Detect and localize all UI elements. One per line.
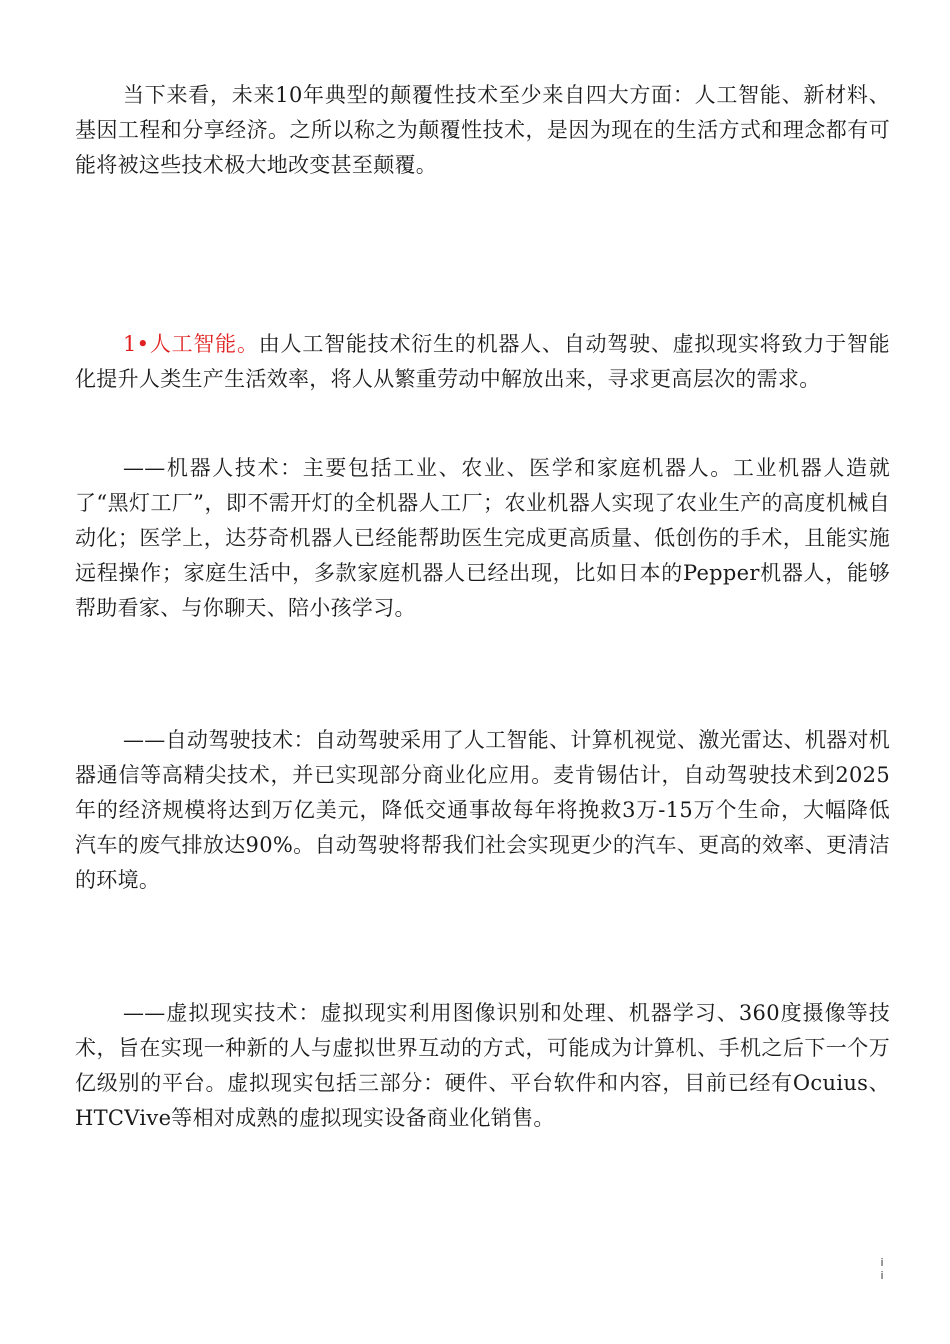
ai-section-text: 由人工智能技术衍生的机器人、自动驾驶、虚拟现实将致力于智能化提升人类生产生活效率，将人从繁重劳动中解放出来，寻求更高层次的需求。 (75, 332, 890, 391)
intro-text: 当下来看，未来10年典型的颠覆性技术至少来自四大方面：人工智能、新材料、基因工程和分享经济。之所以称之为颠覆性技术，是因为现在的生活方式和理念都有可能将被这些技术极大地改变甚至颠覆。 (75, 83, 890, 177)
autonomous-driving-text: ——自动驾驶技术：自动驾驶采用了人工智能、计算机视觉、激光雷达、机器对机器通信等高精尖技术，并已实现部分商业化应用。麦肯锡估计，自动驾驶技术到2025年的经济规模将达到万亿美元，降低交通事故每年将挽救3万-15万个生命，大幅降低汽车的废气排放达90%。自动驾驶将帮我们社会实现更少的汽车、更高的效率、更清洁的环境。 (75, 728, 890, 892)
section-heading-ai: 1•人工智能。 (123, 332, 259, 356)
intro-paragraph (75, 78, 890, 183)
page-marker-top: i (880, 1256, 884, 1269)
robot-tech-paragraph (75, 451, 890, 626)
ai-section-paragraph (75, 327, 890, 397)
virtual-reality-paragraph (75, 996, 890, 1136)
autonomous-driving-paragraph (75, 723, 890, 898)
virtual-reality-text: ——虚拟现实技术：虚拟现实利用图像识别和处理、机器学习、360度摄像等技术，旨在实现一种新的人与虚拟世界互动的方式，可能成为计算机、手机之后下一个万亿级别的平台。虚拟现实包括三部分：硬件、平台软件和内容，目前已经有Ocuius、HTCVive等相对成熟的虚拟现实设备商业化销售。 (75, 1001, 890, 1130)
robot-tech-text: ——机器人技术：主要包括工业、农业、医学和家庭机器人。工业机器人造就了“黑灯工厂”，即不需开灯的全机器人工厂；农业机器人实现了农业生产的高度机械自动化；医学上，达芬奇机器人已经能帮助医生完成更高质量、低创伤的手术，且能实施远程操作；家庭生活中，多款家庭机器人已经出现，比如日本的Pepper机器人，能够帮助看家、与你聊天、陪小孩学习。 (75, 456, 890, 620)
page-marker-bottom: i (880, 1269, 884, 1282)
page-number-marker (878, 1256, 886, 1282)
